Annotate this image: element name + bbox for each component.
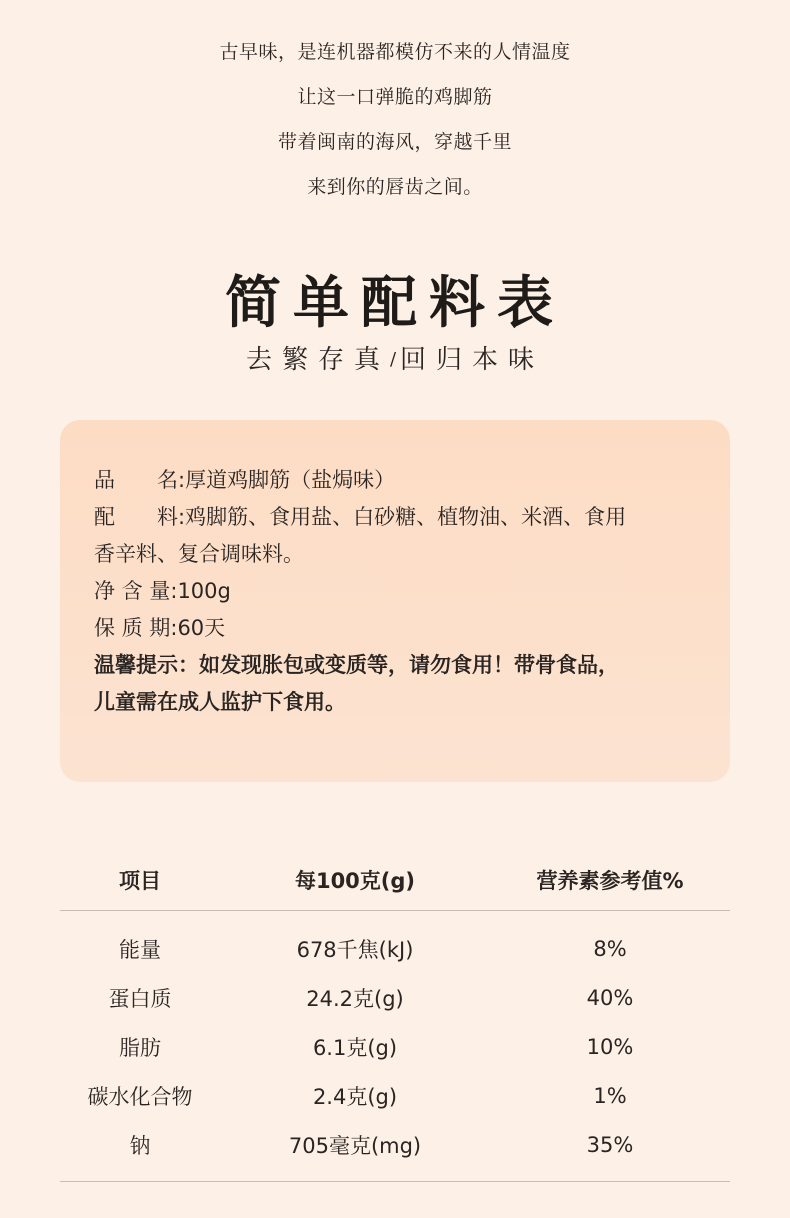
header-item: 项目 xyxy=(119,869,161,893)
nutrient-nrv: 10% xyxy=(586,1034,634,1059)
intro-line: 带着闽南的海风，穿越千里 xyxy=(277,131,512,153)
header-nrv: 营养素参考值% xyxy=(536,869,684,893)
ingredients-row xyxy=(94,499,696,536)
nutrient-amount: 6.1克(g) xyxy=(312,1035,398,1060)
shelf-life-label: 保 质 期: xyxy=(94,616,178,640)
product-name-value: 厚道鸡脚筋（盐焗味） xyxy=(185,468,396,492)
warning-tip-continued: 儿童需在成人监护下食用。 xyxy=(94,690,346,714)
shelf-life-row xyxy=(94,610,696,647)
table-row xyxy=(60,1120,730,1169)
ingredients-row-continued: 香辛料、复合调味料。 xyxy=(94,542,304,566)
nutrient-nrv: 40% xyxy=(586,985,634,1010)
warning-tip: 温馨提示：如发现胀包或变质等，请勿食用！带骨食品， xyxy=(94,653,619,677)
net-content-value: 100g xyxy=(177,579,231,603)
table-row xyxy=(60,973,730,1022)
page-subtitle xyxy=(0,340,790,380)
subtitle-right: 回归本味 xyxy=(400,345,545,375)
nutrition-body xyxy=(60,911,730,1181)
intro-line: 古早味，是连机器都模仿不来的人情温度 xyxy=(219,41,571,63)
nutrient-name: 脂肪 xyxy=(119,1035,161,1060)
nutrient-amount: 678千焦(kJ) xyxy=(296,937,414,962)
nutrient-nrv: 8% xyxy=(593,936,627,961)
net-content-row xyxy=(94,573,696,610)
nutrient-name: 蛋白质 xyxy=(108,986,172,1011)
intro-text xyxy=(0,32,790,212)
nutrient-amount: 2.4克(g) xyxy=(312,1084,398,1109)
ingredients-card xyxy=(60,420,730,782)
header-per-100g: 每100克(g) xyxy=(294,869,416,893)
subtitle-separator: / xyxy=(389,349,401,370)
nutrient-amount: 24.2克(g) xyxy=(306,986,404,1011)
table-row xyxy=(60,924,730,973)
intro-line: 来到你的唇齿之间。 xyxy=(307,176,483,198)
table-divider-bottom xyxy=(60,1181,730,1182)
nutrition-header-row xyxy=(60,850,730,910)
nutrition-table xyxy=(60,850,730,1182)
table-row xyxy=(60,1022,730,1071)
nutrient-nrv: 35% xyxy=(586,1132,634,1157)
nutrient-name: 能量 xyxy=(119,937,161,962)
nutrient-amount: 705毫克(mg) xyxy=(288,1133,422,1158)
nutrient-name: 钠 xyxy=(129,1133,151,1158)
intro-line: 让这一口弹脆的鸡脚筋 xyxy=(297,86,493,108)
page-title: 简单配料表 xyxy=(225,270,565,336)
net-content-label: 净 含 量: xyxy=(94,579,178,603)
ingredients-label: 配 料: xyxy=(94,505,186,529)
nutrient-name: 碳水化合物 xyxy=(87,1084,193,1109)
nutrient-nrv: 1% xyxy=(593,1083,627,1108)
subtitle-left: 去繁存真 xyxy=(245,345,390,375)
shelf-life-value: 60天 xyxy=(177,616,226,640)
product-name-label: 品 名: xyxy=(94,468,186,492)
table-row xyxy=(60,1071,730,1120)
product-name-row xyxy=(94,462,696,499)
ingredients-value: 鸡脚筋、食用盐、白砂糖、植物油、米酒、食用 xyxy=(185,505,627,529)
